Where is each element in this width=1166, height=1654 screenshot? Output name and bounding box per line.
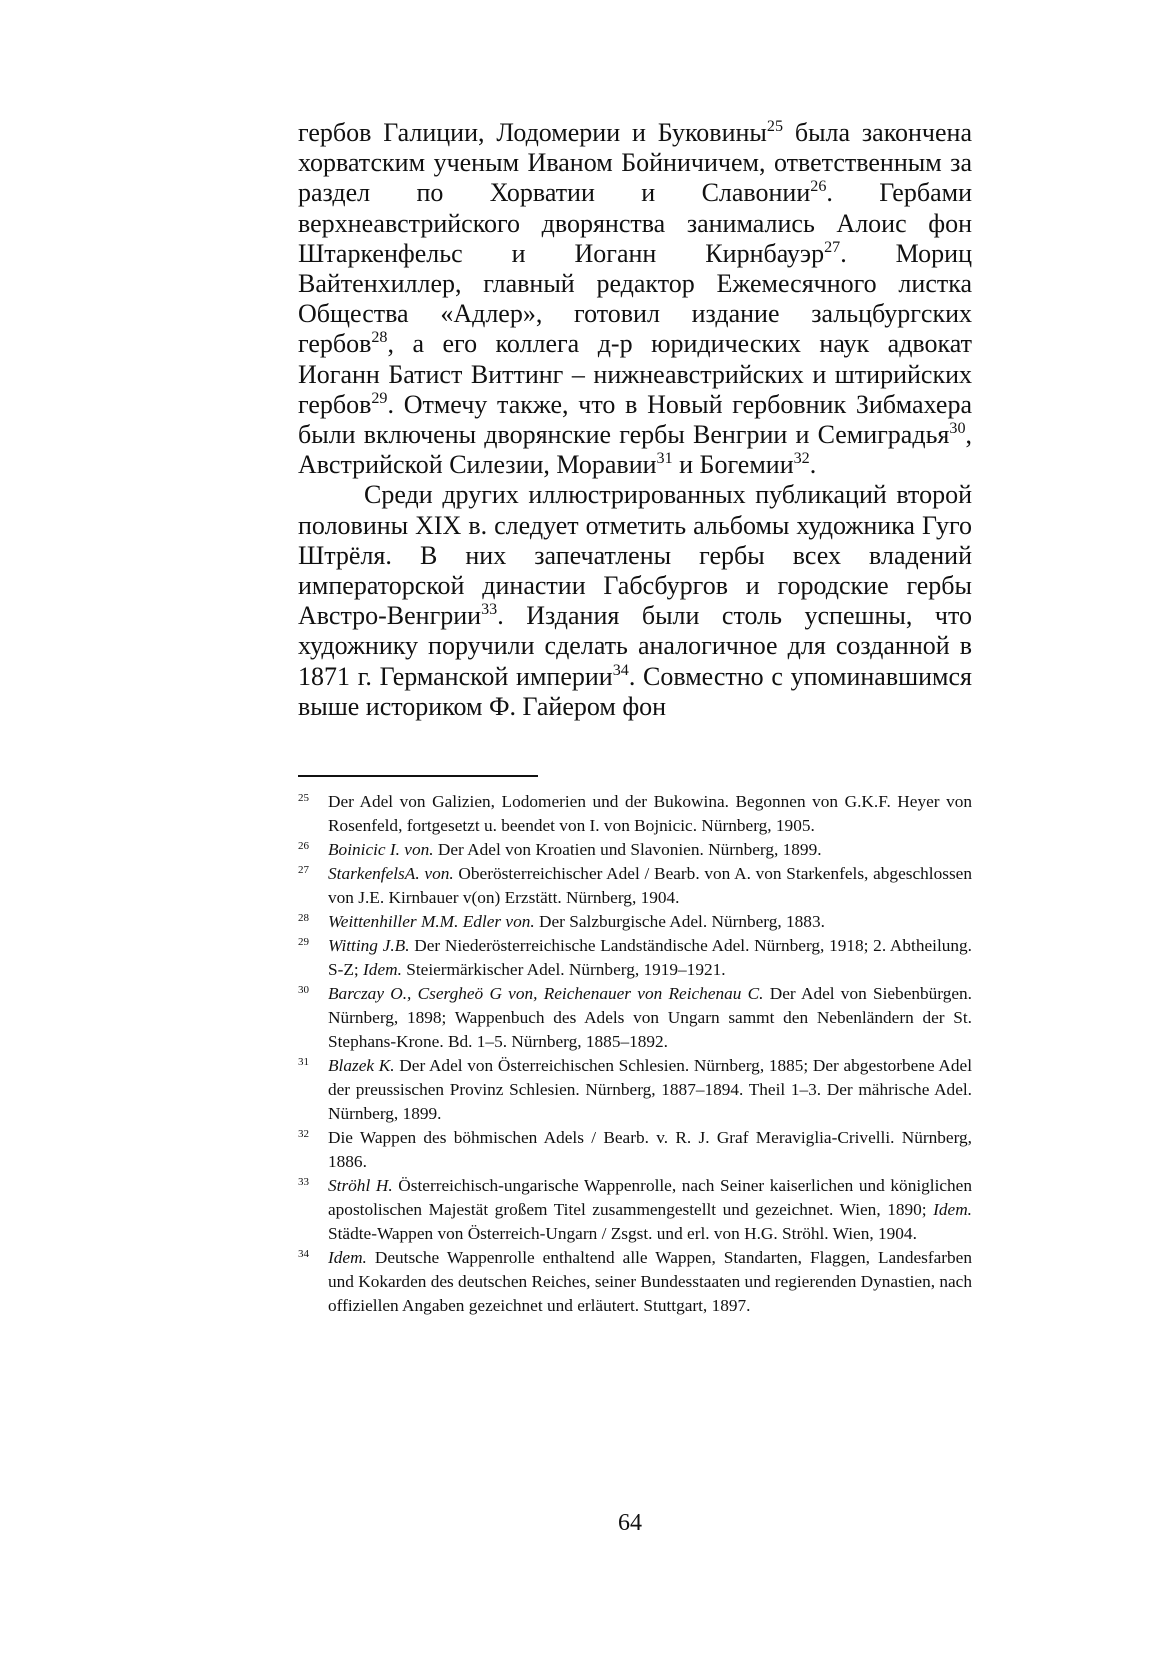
footnote-number: 28 [298,912,309,924]
footnote-26 [298,838,972,862]
footnote-text: Der Adel von Galizien, Lodomerien und der Bukowina. Begonnen von G.K.F. Heyer von Rosenfeld, fortgesetzt u. beendet von I. von Bojnicic. Nürnberg, 1905. [328,792,972,835]
main-text [298,118,972,722]
author-italic: Boinicic I. von. [328,840,434,859]
footnote-separator [298,775,538,777]
footnote-text: Ströhl H. Österreichisch-ungarische Wappenrolle, nach Seiner kaiserlichen und königlichen apostolischen Majestät großem Titel zusammengestellt und gezeichnet. Wien, 1890; Idem. Städte-Wappen von Österreich-Ungarn / Zsgst. und erl. von H.G. Ströhl. Wien, 1904. [328,1176,972,1243]
author-italic: Blazek K. [328,1056,395,1075]
author-italic: Witting J.B. [328,936,410,955]
footnote-text: Die Wappen des böhmischen Adels / Bearb. v. R. J. Graf Meraviglia-Crivelli. Nürnberg, 1886. [328,1128,972,1171]
footnote-27 [298,862,972,910]
footnote-25 [298,790,972,838]
footnote-ref-27[interactable]: 27 [824,238,841,256]
footnote-number: 26 [298,840,309,852]
footnote-text: Blazek K. Der Adel von Österreichischen Schlesien. Nürnberg, 1885; Der abgestorbene Adel der preussischen Provinz Schlesien. Nürnberg, 1887–1894. Theil 1–3. Der mährische Adel. Nürnberg, 1899. [328,1056,972,1123]
footnote-text: Witting J.B. Der Niederösterreichische Landständische Adel. Nürnberg, 1918; 2. Abtheilung. S-Z; Idem. Steiermärkischer Adel. Nürnberg, 1919–1921. [328,936,972,979]
author-italic: Barczay O., Csergheö G von, Reichenauer von Reichenau C. [328,984,764,1003]
footnote-text: Boinicic I. von. Der Adel von Kroatien und Slavonien. Nürnberg, 1899. [328,840,822,859]
footnote-ref-32[interactable]: 32 [793,450,810,468]
footnote-ref-31[interactable]: 31 [656,450,673,468]
idem-italic: Idem. [328,1248,367,1267]
footnote-ref-25[interactable]: 25 [766,118,783,136]
footnote-ref-30[interactable]: 30 [949,420,966,438]
paragraph-2: Среди других иллюстрированных публикаций второй половины XIX в. следует отметить альбомы художника Гуго Штрёля. В них запечатлены гербы всех владений императорской династии Габсбургов и городские гербы Австро-Венгрии$^{33}$. Издания были столь успешны, что художнику поручили сделать аналогичное для созданной в 1871 г. Германской империи$^{34}$. Совместно с упоминавшимся выше историком Ф. Гайером фон [298,480,973,721]
footnote-text: Idem. Deutsche Wappenrolle enthaltend alle Wappen, Standarten, Flaggen, Landesfarben und Kokarden des deutschen Reiches, seiner Bundesstaaten und regierenden Dynastien, nach offiziellen Angaben gezeichnet und erläutert. Stuttgart, 1897. [328,1248,972,1315]
footnotes [298,790,972,1318]
footnote-number: 32 [298,1128,309,1140]
paragraph-1: гербов Галиции, Лодомерии и Буковины$^{25}$ была закончена хорватским ученым Иваном Бойничичем, ответственным за раздел по Хорватии и Славонии$^{26}$. Гербами верхнеавстрийского дворянства занимались Алоис фон Штаркенфельс и Иоганн Кирнбауэр$^{27}$. Мориц Вайтенхиллер, главный редактор Ежемесячного листка Общества «Адлер», готовил издание зальцбургских гербов$^{28}$, а его коллега д-р юридических наук адвокат Иоганн Батист Виттинг – нижнеавстрийских и штирийских гербов$^{29}$. Отмечу также, что в Новый гербовник Зибмахера были включены дворянские гербы Венгрии и Семиградья$^{30}$, Австрийской Силезии, Моравии$^{31}$ и Богемии$^{32}$. [298,118,972,480]
footnote-34 [298,1246,972,1318]
footnote-text: Weittenhiller M.M. Edler von. Der Salzburgische Adel. Nürnberg, 1883. [328,912,825,931]
footnote-32 [298,1126,972,1174]
footnote-number: 29 [298,936,309,948]
footnote-number: 34 [298,1248,309,1260]
footnote-text: StarkenfelsA. von. Oberösterreichischer Adel / Bearb. von A. von Starkenfels, abgeschlossen von J.E. Kirnbauer v(on) Erzstätt. Nürnberg, 1904. [328,864,972,907]
footnote-number: 27 [298,864,309,876]
author-italic: StarkenfelsA. von. [328,864,454,883]
footnote-text: Barczay O., Csergheö G von, Reichenauer von Reichenau C. Der Adel von Siebenbürgen. Nürnberg, 1898; Wappenbuch des Adels von Ungarn sammt den Nebenländern der St. Stephans-Krone. Bd. 1–5. Nürnberg, 1885–1892. [328,984,973,1051]
author-italic: Weittenhiller M.M. Edler von. [328,912,535,931]
footnote-31 [298,1054,972,1126]
footnote-number: 25 [298,792,309,804]
footnote-28 [298,910,972,934]
footnote-29 [298,934,972,982]
idem-italic: Idem. [363,960,402,979]
footnote-number: 30 [298,984,309,996]
page-number: 64 [618,1510,642,1536]
footnote-ref-28[interactable]: 28 [371,329,388,347]
footnote-number: 33 [298,1176,309,1188]
footnote-30 [298,982,972,1054]
footnote-ref-34[interactable]: 34 [612,661,629,679]
footnote-ref-29[interactable]: 29 [371,389,388,407]
footnote-ref-33[interactable]: 33 [481,601,498,619]
footnote-number: 31 [298,1056,309,1068]
author-italic: Ströhl H. [328,1176,393,1195]
footnote-ref-26[interactable]: 26 [810,178,827,196]
idem-italic: Idem. [933,1200,972,1219]
footnote-33 [298,1174,972,1246]
